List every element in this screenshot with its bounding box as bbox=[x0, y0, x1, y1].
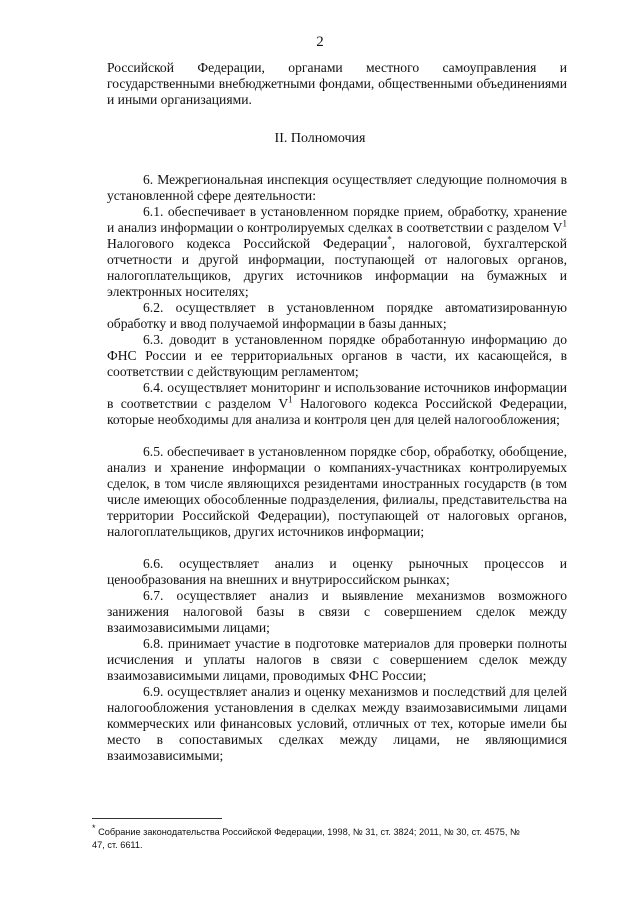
intro-paragraph: Российской Федерации, органами местного самоуправления и государственными внебюджетными фондами, общественными объединениями и иными организациями. bbox=[107, 60, 567, 107]
paragraph-6-1: 6.1. обеспечивает в установленном порядке прием, обработку, хранение и анализ информации о контролируемых сделках в соответствии с разделом $V^1$ Налогового кодекса Российской Федерации*, налоговой, бухгалтерской отчетности и другой информации, поступающей от налоговых органов, налогоплательщиков, других источников информации на бумажных и электронных носителях; bbox=[107, 204, 567, 299]
footnote-mark: * bbox=[92, 822, 96, 833]
section-heading: II. Полномочия bbox=[274, 131, 366, 146]
footnote bbox=[92, 822, 532, 852]
paragraph-6-8: 6.8. принимает участие в подготовке материалов для проверки полноты исчисления и уплаты налогов в связи с совершением сделок между взаимозависимыми лицами, проводимых ФНС России; bbox=[107, 636, 567, 683]
paragraph-6-3: 6.3. доводит в установленном порядке обработанную информацию до ФНС России и ее территориальных органов в части, их касающейся, в соответствии с действующим регламентом; bbox=[107, 332, 567, 379]
footnote-divider bbox=[92, 818, 222, 819]
page-number: 2 bbox=[316, 34, 324, 50]
paragraph-6: 6. Межрегиональная инспекция осуществляет следующие полномочия в установленной сфере деятельности: bbox=[107, 172, 567, 203]
paragraph-6-9: 6.9. осуществляет анализ и оценку механизмов и последствий для целей налогообложения установления в сделках между взаимозависимыми лицами коммерческих или финансовых условий, отличных от тех, которые имели бы место в сопоставимых сделках между лицами, не являющимися взаимозависимыми; bbox=[107, 684, 567, 763]
superscript-1: 1 bbox=[288, 394, 293, 405]
superscript-1: 1 bbox=[562, 218, 567, 229]
paragraph-6-6: 6.6. осуществляет анализ и оценку рыночных процессов и ценообразования на внешних и внутрироссийском рынках; bbox=[107, 556, 567, 587]
paragraph-6-2: 6.2. осуществляет в установленном порядке автоматизированную обработку и ввод получаемой информации в базы данных; bbox=[107, 300, 567, 331]
footnote-mark: * bbox=[387, 234, 392, 245]
paragraph-6-5: 6.5. обеспечивает в установленном порядке сбор, обработку, обобщение, анализ и хранение информации о компаниях-участниках контролируемых сделок, в том числе являющихся резидентами иностранных государств (в том числе имеющих обособленные подразделения, филиалы, представительства на территории Российской Федерации), поступающей от налоговых органов, налогоплательщиков, других источников информации; bbox=[107, 444, 567, 539]
footnote-text: Собрание законодательства Российской Федерации, 1998, № 31, ст. 3824; 2011, № 30, ст. 4575, № 47, ст. 6611. bbox=[92, 827, 520, 850]
paragraph-6-4: 6.4. осуществляет мониторинг и использование источников информации в соответствии с разделом $V^1$ Налогового кодекса Российской Федерации, которые необходимы для анализа и контроля цен для целей налогообложения; bbox=[107, 380, 567, 427]
paragraph-6-7: 6.7. осуществляет анализ и выявление механизмов возможного занижения налоговой базы в связи с совершением сделок между взаимозависимыми лицами; bbox=[107, 588, 567, 635]
